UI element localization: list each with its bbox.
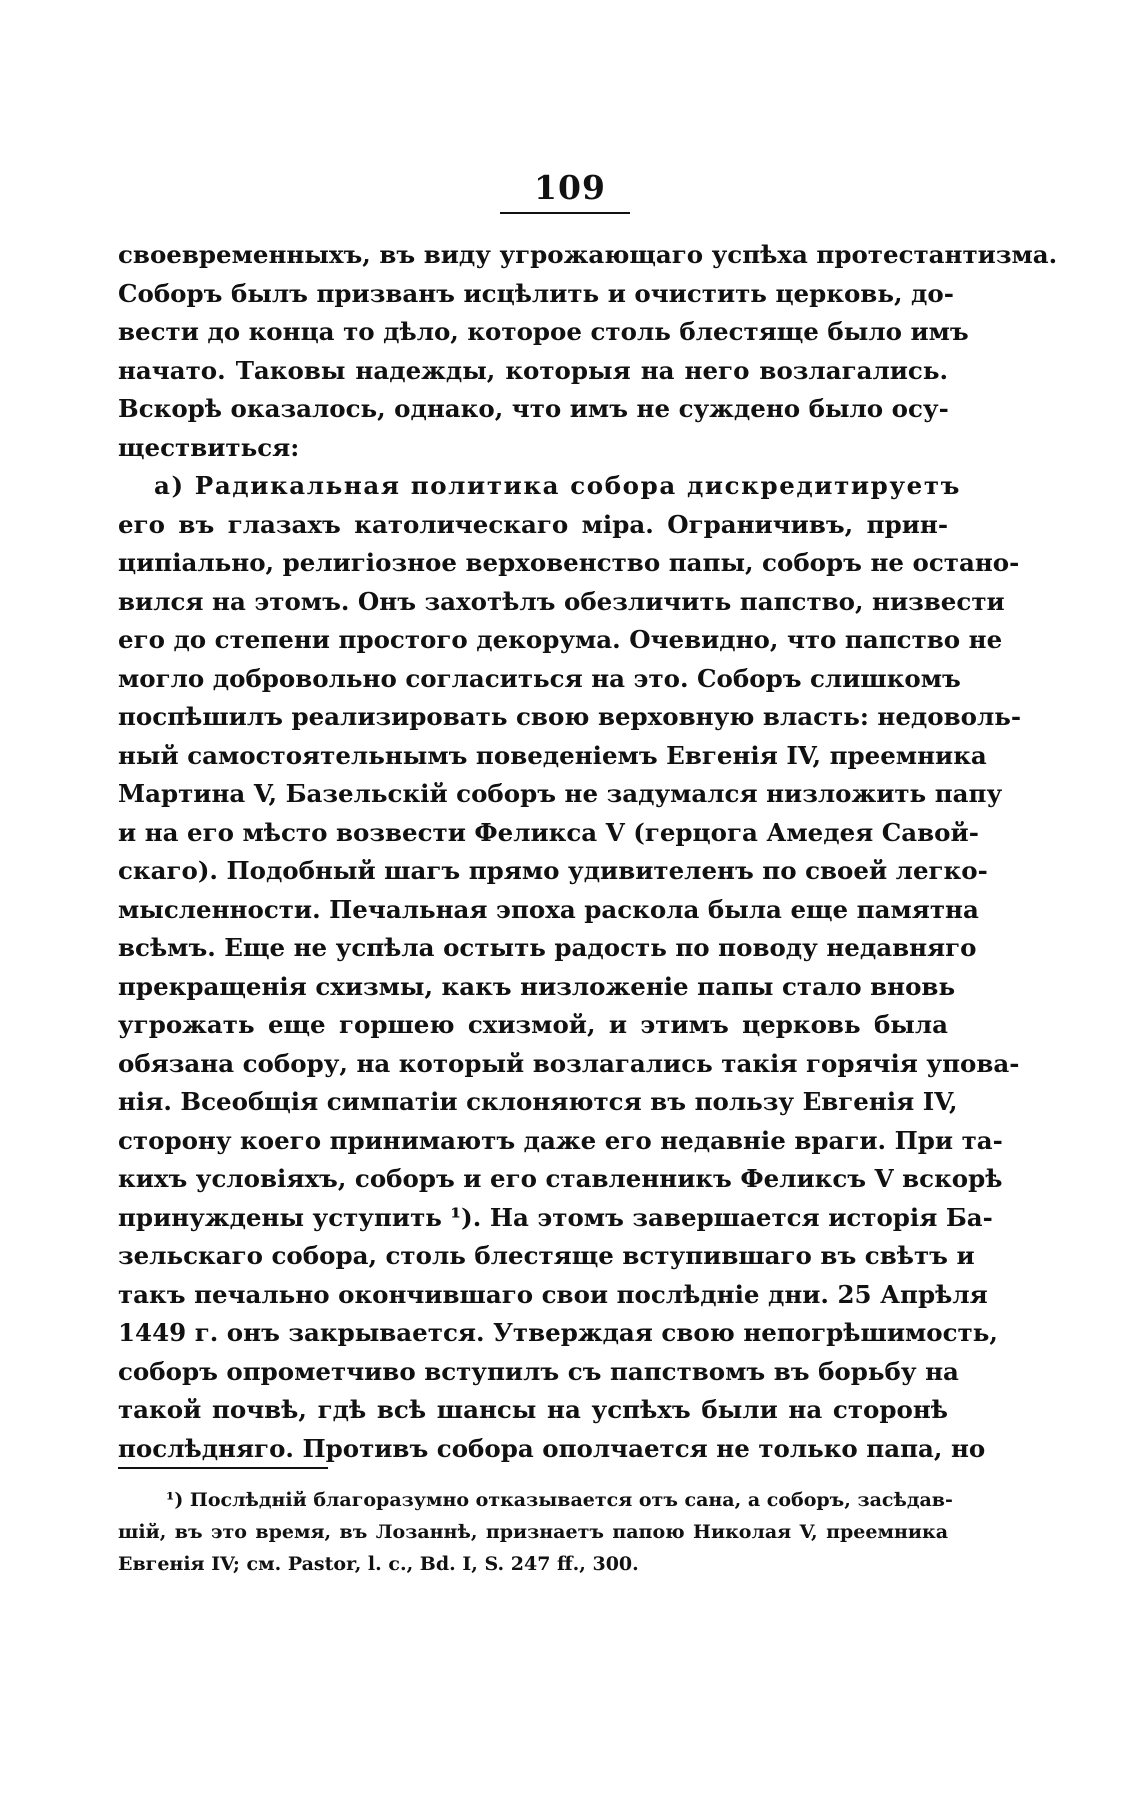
text-line: могло добровольно согласиться на это. Соборъ слишкомъ: [118, 663, 961, 693]
footnote-line: ¹) Послѣдній благоразумно отказывается отъ сана, а соборъ, засѣдав-: [166, 1489, 953, 1511]
text-line: вести до конца то дѣло, которое столь блестяще было имъ: [118, 317, 969, 346]
main-text: [118, 236, 1058, 1468]
text-line: обязана собору, на который возлагались такія горячія упова-: [118, 1048, 1020, 1078]
text-line: принуждены уступить ¹). На этомъ завершается исторія Ба-: [118, 1202, 993, 1232]
text-line: поспѣшилъ реализировать свою верховную власть: недоволь-: [118, 702, 1022, 731]
text-line: ный самостоятельнымъ поведеніемъ Евгенія IV, преемника: [118, 740, 987, 770]
footnote-line: шій, въ это время, въ Лозаннѣ, признаетъ папою Николая V, преемника: [118, 1521, 948, 1543]
text-line: его до степени простого декорума. Очевидно, что папство не: [118, 625, 1003, 654]
text-line: мысленности. Печальная эпоха раскола была еще памятна: [118, 894, 979, 924]
text-line: послѣдняго. Противъ собора ополчается не только папа, но: [118, 1433, 986, 1463]
page-number: 109: [534, 168, 606, 207]
text-line: Мартина V, Базельскій соборъ не задумался низложить папу: [118, 779, 1003, 808]
text-line: его въ глазахъ католическаго міра. Ограничивъ, прин-: [118, 509, 948, 539]
text-line: прекращенія схизмы, какъ низложеніе папы стало вновь: [118, 971, 956, 1001]
text-line: Соборъ былъ призванъ исцѣлить и очистить церковь, до-: [118, 278, 954, 308]
footnote-rule: [118, 1467, 328, 1469]
text-line: всѣмъ. Еще не успѣла остыть радость по поводу недавняго: [118, 933, 977, 962]
text-line: зельскаго собора, столь блестяще вступившаго въ свѣтъ и: [118, 1241, 975, 1270]
text-line: своевременныхъ, въ виду угрожающаго успѣха протестантизма.: [118, 240, 1058, 269]
footnote-line: Евгенія IV; см. Pastor, l. c., Bd. I, S. 247 ff., 300.: [118, 1553, 639, 1575]
text-line: начато. Таковы надежды, которыя на него возлагались.: [118, 355, 948, 385]
text-line: 1449 г. онъ закрывается. Утверждая свою непогрѣшимость,: [118, 1318, 998, 1347]
footnote: [118, 1484, 953, 1580]
text-line: и на его мѣсто возвести Феликса V (герцога Амедея Савой-: [118, 817, 979, 847]
text-line: соборъ опрометчиво вступилъ съ папствомъ въ борьбу на: [118, 1356, 959, 1386]
text-line: такой почвѣ, гдѣ всѣ шансы на успѣхъ были на сторонѣ: [118, 1395, 948, 1424]
text-line: вился на этомъ. Онъ захотѣлъ обезличить папство, низвести: [118, 586, 1005, 616]
text-line: скаго). Подобный шагъ прямо удивителенъ по своей легко-: [118, 856, 988, 885]
text-line: сторону коего принимаютъ даже его недавніе враги. При та-: [118, 1125, 1003, 1155]
header-rule: [500, 212, 630, 214]
text-line: ципіально, религіозное верховенство папы, соборъ не остано-: [118, 548, 1020, 577]
text-line: кихъ условіяхъ, соборъ и его ставленникъ Феликсъ V вскорѣ: [118, 1164, 1003, 1193]
section-heading-line: а) Радикальная политика собора дискредитируетъ: [154, 471, 962, 500]
text-line: Вскорѣ оказалось, однако, что имъ не суждено было осу-: [118, 394, 949, 423]
text-line: такъ печально окончившаго свои послѣдніе дни. 25 Апрѣля: [118, 1279, 988, 1309]
text-line: ществиться:: [118, 432, 300, 462]
text-line: нія. Всеобщія симпатіи склоняются въ пользу Евгенія IV,: [118, 1087, 958, 1116]
text-line: угрожать еще горшею схизмой, и этимъ церковь была: [118, 1010, 948, 1039]
